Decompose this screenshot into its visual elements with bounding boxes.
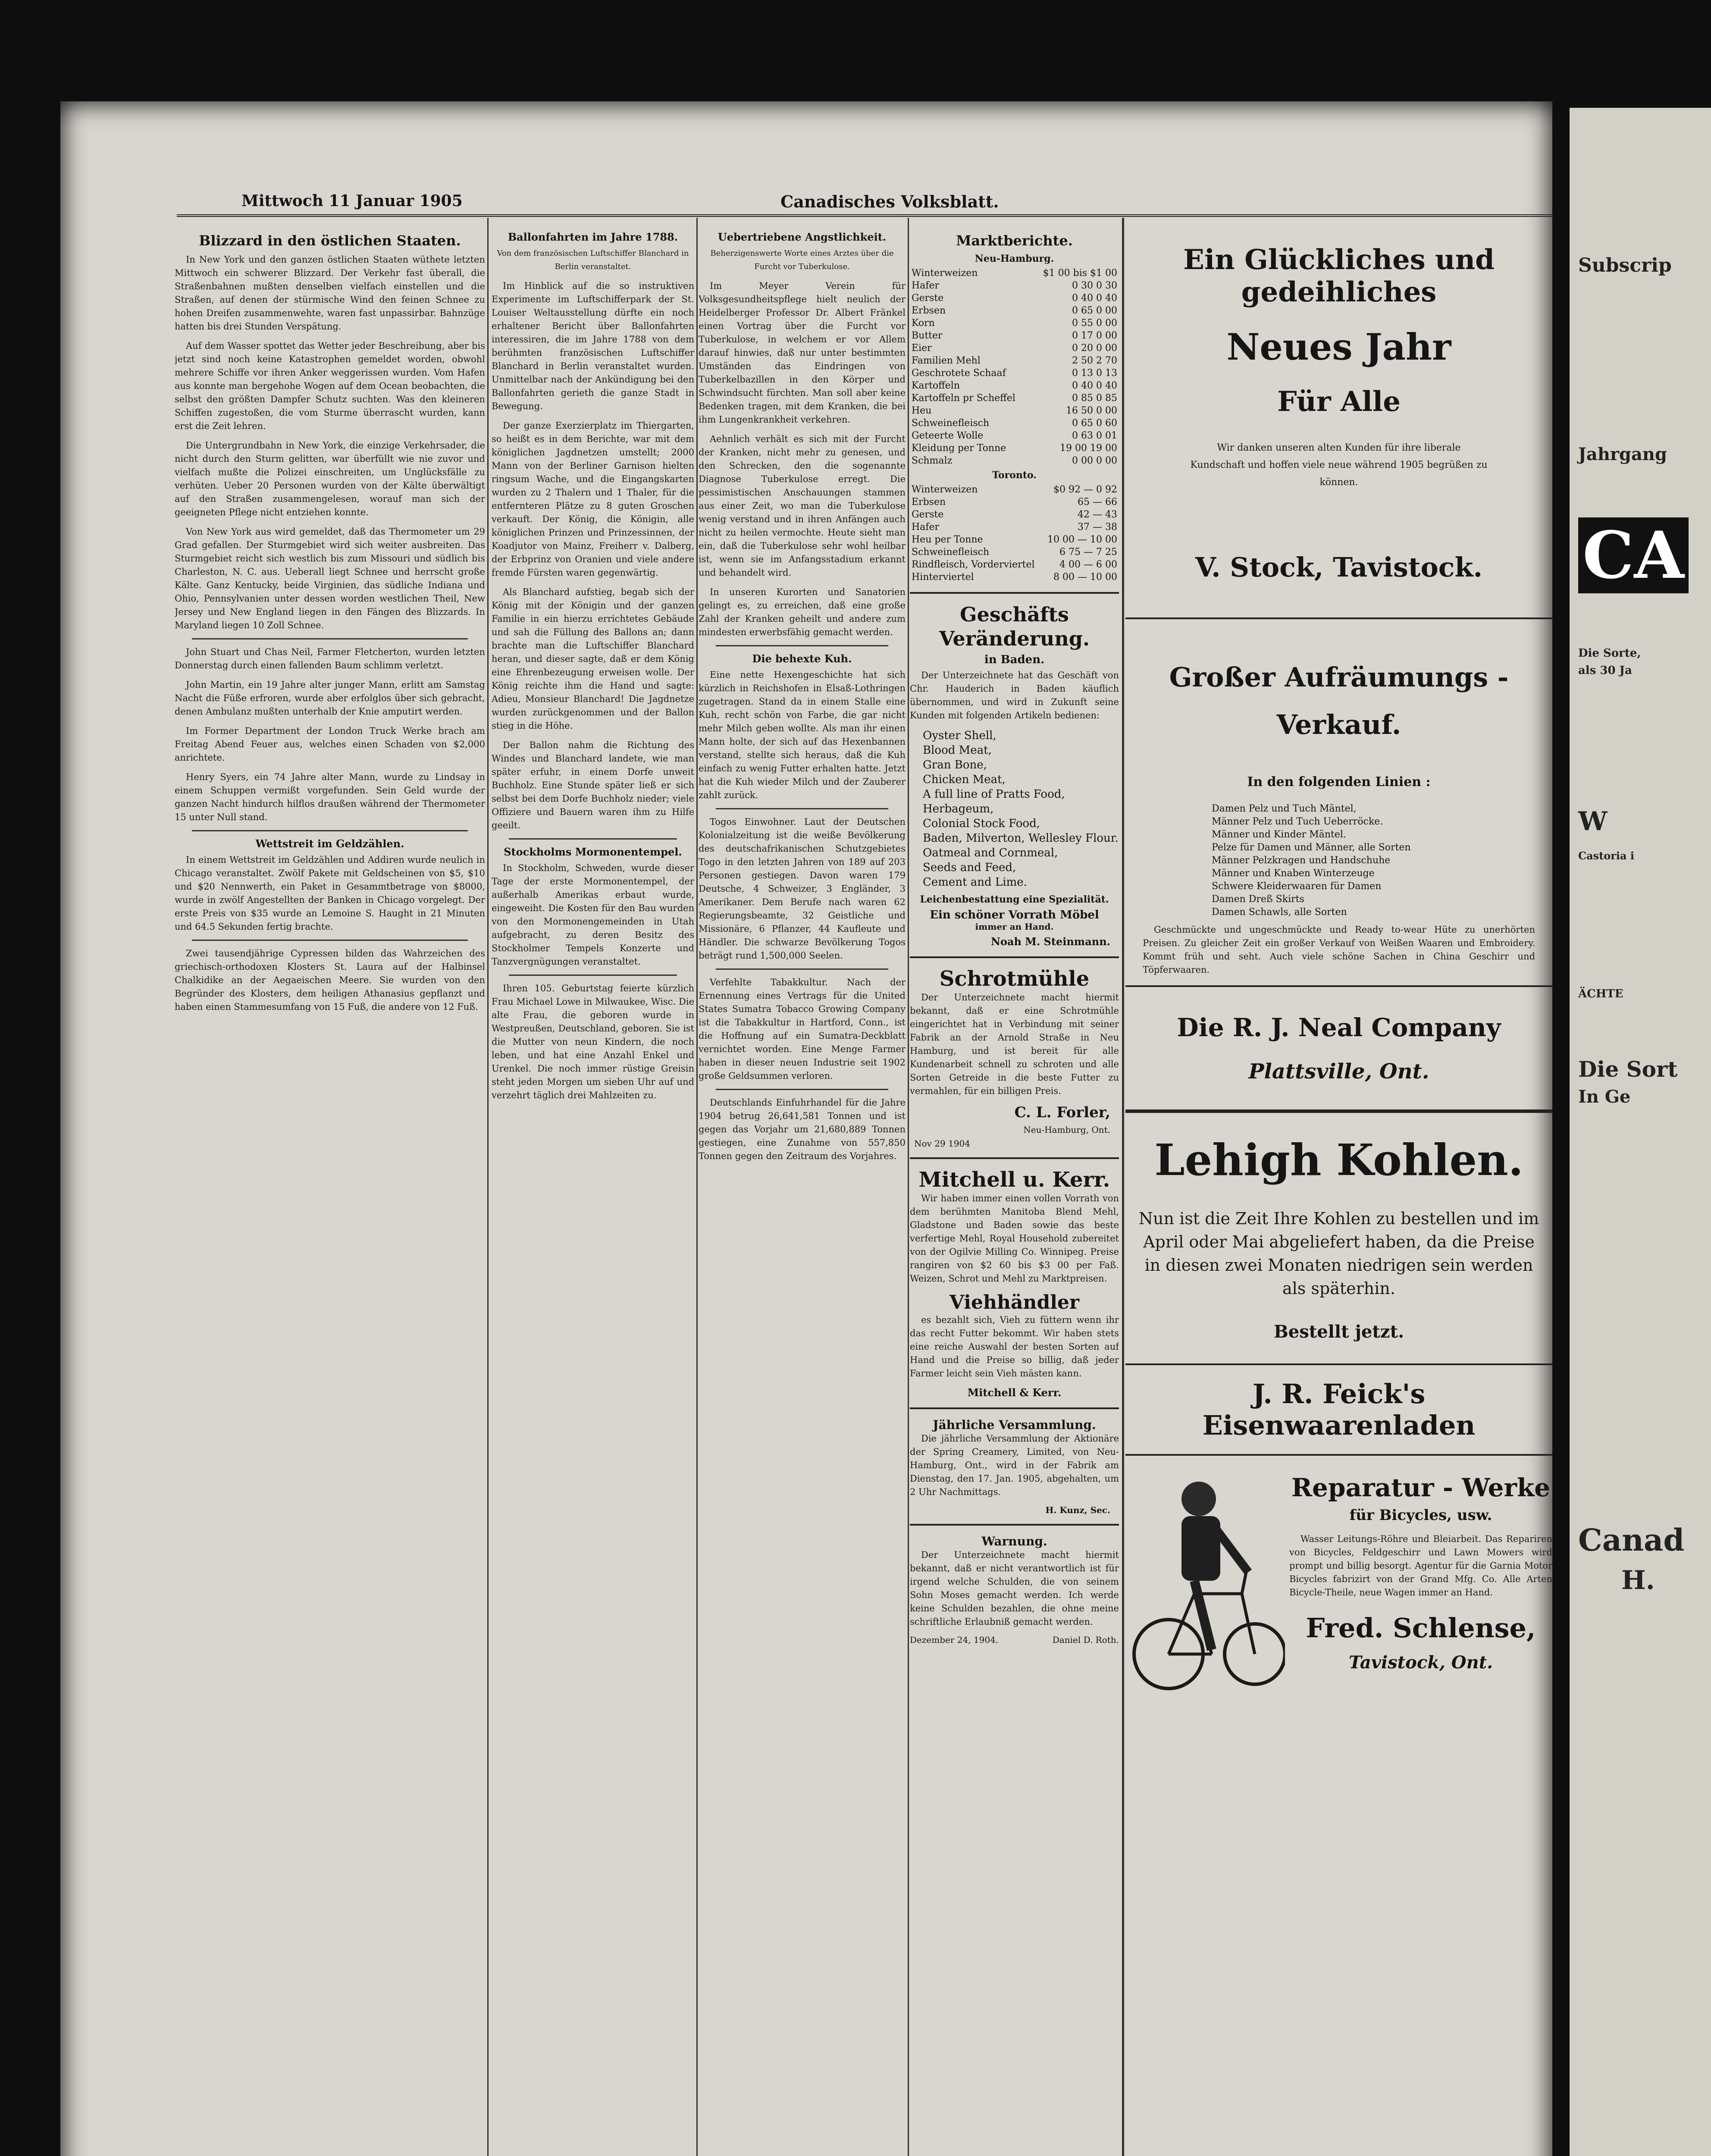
article-paragraph: Im Meyer Verein für Volksgesundheitspflege hielt neulich der Heidelberger Professor Dr. Albert Fränkel einen Vortrag über die Furcht vor Tuberkulose, in welchem er vor Allem darauf hinwies, daß nur unter bestimmten Umständen das Eindringen von Tuberkelbazillen in den Körper und Schwindsucht fürchten. Man soll aber keine Bedenken tragen, mit dem Kranken, die bei ihm Lungenkrankheit verkehren. (699, 281, 906, 425)
sale-title: Großer Aufräumungs - Verkauf. (1169, 661, 1509, 740)
price-row (910, 354, 1119, 367)
price-row (910, 404, 1119, 417)
ad-date: Dezember 24, 1904. (910, 1635, 999, 1645)
list-item: Männer Pelzkragen und Handschuhe (1212, 855, 1391, 866)
divider (1125, 1363, 1552, 1365)
article-paragraph: Verfehlte Tabakkultur. Nach der Ernennung eines Vertrags für die United States Sumatra Tobacco Growing Company ist die Tabakkultur in Hartford, Conn., ist die Hoffnung auf ein Sumatra-Deckblatt vernichtet worden. Eine Menge Farmer haben in dieser neuen Industrie seit 1902 große Geldsummen verloren. (699, 977, 906, 1081)
article-paragraph: Der ganze Exerzierplatz im Thiergarten, so heißt es in dem Berichte, war mit dem königlichen Jagdnetzen umstellt; 2000 Mann von der Berliner Garnison hielten ringsum Wache, und die Eingangskarten wurden zu 2 Thalern und 1 Thaler, für die entfernteren Plätze zu 8 guten Groschen verkauft. Der König, die Königin, alle königlichen Prinzen und Prinzessinnen, der Koadjutor von Mainz, Freiherr v. Dalberg, der Erbprinz von Oranien und viele andere fremde Fürsten waren gegenwärtig. (492, 420, 694, 578)
repair-subtitle: für Bicycles, usw. (1349, 1507, 1492, 1524)
list-item: Herbageum, (923, 802, 994, 815)
news-item: John Stuart und Chas Neil, Farmer Fletcherton, wurden letzten Donnerstag durch einen fallenden Baum schlimm verletzt. (175, 647, 485, 671)
divider (1125, 617, 1552, 619)
price-value: 4 00 — 6 00 (1059, 559, 1117, 570)
price-value: 0 65 0 00 (1072, 305, 1117, 316)
price-row (910, 442, 1119, 454)
price-item: Kleidung per Tonne (912, 443, 1006, 454)
ad-title: Viehhändler (949, 1291, 1080, 1313)
divider (509, 838, 677, 840)
list-item: Pelze für Damen und Männer, alle Sorten (1212, 842, 1411, 853)
list-item: Seeds and Feed, (923, 861, 1016, 874)
price-item: Hinterviertel (912, 572, 974, 583)
ad-text: Die jährliche Versammlung der Aktionäre der Spring Creamery, Limited, von Neu-Hamburg, Ont., wird in der Fabrik am Dienstag, den 17. Jan. 1905, abgehalten, um 2 Uhr Nachmittags. (910, 1433, 1119, 1497)
repair-signature: Fred. Schlense, (1306, 1612, 1536, 1644)
price-value: 19 00 19 00 (1060, 443, 1117, 454)
article-paragraph: In Stockholm, Schweden, wurde dieser Tage der erste Mormonentempel, der außerhalb Amerikas erbaut wurde, eingeweiht. Die Kosten für den Bau wurden von den Mormonengemeinden in Utah aufgebracht, zu deren Besitz des Stockholmer Tempels Konzerte und Tanzvergnügungen veranstaltet. (492, 863, 694, 967)
price-value: 0 00 0 00 (1072, 455, 1117, 466)
list-item: A full line of Pratts Food, (923, 788, 1065, 801)
column-1 (175, 226, 485, 2156)
price-value: 0 40 0 40 (1072, 293, 1117, 304)
ad-signature: Noah M. Steinmann. (990, 935, 1110, 948)
ad-signature: C. L. Forler, (1014, 1104, 1110, 1121)
price-row (910, 546, 1119, 558)
column-3 (699, 226, 906, 2156)
article-title: Wettstreit im Geldzählen. (255, 837, 404, 850)
bicycle-ad-text (1289, 1464, 1552, 1706)
list-item: Männer und Kinder Mäntel. (1212, 829, 1346, 840)
price-table-toronto (910, 483, 1119, 583)
price-value: 42 — 43 (1078, 509, 1117, 520)
list-item: Damen Dreß Skirts (1212, 894, 1304, 905)
divider (1125, 985, 1552, 987)
article-paragraph: Deutschlands Einfuhrhandel für die Jahre 1904 betrug 26,641,581 Tonnen und ist gegen das Vorjahr um 21,680,889 Tonnen gestiegen, eine Zunahme von 557,850 Tonnen gegen den Zeitraum des Vorjahres. (699, 1097, 906, 1161)
column-divider (1122, 218, 1124, 2156)
price-value: 65 — 66 (1078, 497, 1117, 508)
new-year-line1: Ein Glückliches und gedeihliches (1183, 244, 1495, 308)
ad-item-list (923, 728, 1119, 890)
price-value: 0 55 0 00 (1072, 318, 1117, 329)
company-place: Plattsville, Ont. (1248, 1059, 1429, 1084)
column-divider (696, 218, 698, 2156)
price-value: 2 50 2 70 (1072, 355, 1117, 366)
ad-title: Jährliche Versammlung. (933, 1418, 1096, 1432)
news-item: Im Former Department der London Truck Werke brach am Freitag Abend Feuer aus, welches einen Schaden von $2,000 anrichtete. (175, 726, 485, 763)
sale-text: Geschmückte und ungeschmückte und Ready to-wear Hüte zu unerhörten Preisen. Zu gleicher Zeit ein großer Verkauf von Weißen Waaren und Embroidery. Kommt früh und seht. Auch viele schöne Sachen in China Geschirr und Töpferwaaren. (1143, 924, 1535, 975)
column-4 (910, 226, 1119, 2156)
header-rule (177, 214, 1552, 217)
column-2 (492, 226, 694, 2156)
article-subtitle: Von dem französischen Luftschiffer Blanchard in Berlin veranstaltet. (497, 249, 689, 271)
market-label-neuhamburg: Neu-Hamburg. (975, 253, 1054, 264)
list-item: Gran Bone, (923, 758, 987, 771)
price-value: 0 63 0 01 (1072, 430, 1117, 441)
list-item: Männer und Knaben Winterzeuge (1212, 868, 1375, 879)
divider (910, 1157, 1119, 1159)
price-row (910, 342, 1119, 354)
company-name: Die R. J. Neal Company (1177, 1013, 1501, 1042)
price-row (910, 392, 1119, 404)
list-item: Colonial Stock Food, (923, 817, 1040, 830)
article-paragraph: Im Hinblick auf die so instruktiven Experimente im Luftschifferpark der St. Louiser Weltausstellung dürfte ein noch erhaltener Bericht über Ballonfahrten interessiren, die im Jahre 1788 von dem berühmten französischen Luftschiffer Blanchard in Berlin veranstaltet wurden. Unmittelbar nach der Ankündigung bei den Ballonfahrten gerieth die ganze Stadt in Bewegung. (492, 281, 694, 411)
ad-signature: H. Kunz, Sec. (1045, 1505, 1110, 1515)
divider (910, 592, 1119, 594)
article-paragraph: In New York und den ganzen östlichen Staaten wüthete letzten Mittwoch ein schwerer Blizzard. Der Verkehr fast überall, die Straßenbahnen mußten denselben vielfach einstellen und die Straßen, auf denen der stürmische Wind den feinen Schnee zu hohen Dreifen zusammenwehte, waren fast unpassirbar. Bahnzüge hatten bis drei Stunden Verspätung. (175, 254, 485, 332)
frag-text: als 30 Ja (1578, 664, 1632, 677)
repair-place: Tavistock, Ont. (1348, 1652, 1493, 1673)
price-item: Erbsen (912, 497, 946, 508)
price-row (910, 483, 1119, 496)
price-row (910, 454, 1119, 467)
price-row (910, 267, 1119, 279)
article-title: Stockholms Mormonentempel. (504, 846, 682, 858)
price-value: 37 — 38 (1078, 522, 1117, 533)
market-label-toronto: Toronto. (992, 470, 1037, 481)
divider (910, 956, 1119, 958)
divider (910, 1407, 1119, 1409)
price-row (910, 533, 1119, 546)
divider (192, 638, 468, 639)
article-paragraph: In einem Wettstreit im Geldzählen und Addiren wurde neulich in Chicago veranstaltet. Zwölf Pakete mit Geldscheinen von $5, $10 und $20 Nennwerth, ein Paket in Gesammtbetrage von $8000, wurde in zwölf Angestellten der Banken in Chicago vorgelegt. Der erste Preis von $35 wurde an Lemoine S. Haught in 21 Minuten und 64.5 Sekunden fertig brachte. (175, 855, 485, 932)
cyclist-illustration (1125, 1464, 1289, 1706)
list-item: Damen Pelz und Tuch Mäntel, (1212, 803, 1357, 814)
ad-special: Leichenbestattung eine Spezialität. (920, 894, 1109, 905)
price-row (910, 496, 1119, 508)
price-item: Kartoffeln (912, 380, 960, 391)
bicycle-icon (1130, 1464, 1285, 1706)
ad-text: Der Unterzeichnete hat das Geschäft von Chr. Hauderich in Baden käuflich übernommen, und wird in Zukunft seine Kunden mit folgenden Artikeln bedienen: (910, 670, 1119, 721)
price-value: 0 13 0 13 (1072, 368, 1117, 379)
ad-place: Neu-Hamburg, Ont. (1023, 1125, 1110, 1135)
price-item: Gerste (912, 293, 944, 304)
price-item: Geschrotete Schaaf (912, 368, 1006, 379)
price-value: 6 75 — 7 25 (1059, 547, 1117, 558)
price-row (910, 317, 1119, 329)
list-item: Oatmeal and Cornmeal, (923, 846, 1058, 859)
price-item: Familien Mehl (912, 355, 981, 366)
repair-title: Reparatur - Werke (1291, 1473, 1551, 1502)
frag-text: CA (1578, 517, 1689, 593)
price-item: Eier (912, 343, 932, 354)
ad-text: Der Unterzeichnete macht hiermit bekannt, daß er nicht verantwortlich ist für irgend welche Schulden, die von seinem Sohn Moses gemacht werden. Ich werde keine Schulden bezahlen, die ohne meine schriftliche Erlaubniß gemacht werden. (910, 1550, 1119, 1627)
price-value: 8 00 — 10 00 (1053, 572, 1117, 583)
price-item: Hafer (912, 522, 939, 533)
article-title: Uebertriebene Angstlichkeit. (718, 231, 887, 243)
column-divider (908, 218, 909, 2156)
price-row (910, 558, 1119, 571)
article-paragraph: Von New York aus wird gemeldet, daß das Thermometer um 29 Grad gefallen. Der Sturmgebiet wird sich weiter ausbreiten. Das Sturmgebiet reicht sich westlich bis zum Missouri und südlich bis Charleston, N. C. aus. Ueberall liegt Schnee und herrscht große Kälte. Ganz Kentucky, beide Virginien, das südliche Indiana und Ohio, Pennsylvanien unter dessen worden westlichen Theil, New Jersey und New England liegen in den Fängen des Blizzards. In Maryland liegen 10 Zoll Schnee. (175, 526, 485, 630)
price-row (910, 571, 1119, 583)
new-year-signature: V. Stock, Tavistock. (1195, 552, 1483, 583)
new-year-line2: Neues Jahr (1226, 326, 1451, 368)
ad-signature: Daniel D. Roth. (1052, 1635, 1119, 1645)
ad-title: Geschäfts Veränderung. (939, 603, 1090, 650)
ad-furniture-sub: immer an Hand. (975, 921, 1054, 932)
price-value: 0 20 0 00 (1072, 343, 1117, 354)
frag-text: Castoria i (1578, 849, 1635, 862)
price-row (910, 329, 1119, 342)
divider (1125, 1454, 1552, 1456)
article-paragraph: Aehnlich verhält es sich mit der Furcht der Kranken, nicht mehr zu genesen, und den Schrecken, den die sogenannte Diagnose Tuberkulose erregt. Die pessimistischen Anschauungen stammen aus einer Zeit, wo man die Tuberkulose wenig verstand und in ihren Anfängen auch nicht zu heilen vermochte. Heute sieht man ein, daß die Tuberkulose sehr wohl heilbar ist, wenn sie im Anfangsstadium erkannt und behandelt wird. (699, 434, 906, 578)
sale-subtitle: In den folgenden Linien : (1247, 774, 1431, 790)
price-value: 0 30 0 30 (1072, 280, 1117, 291)
price-item: Hafer (912, 280, 939, 291)
price-value: 0 65 0 60 (1072, 418, 1117, 429)
price-item: Gerste (912, 509, 944, 520)
frag-text: Subscrip (1578, 254, 1672, 276)
price-value: $1 00 bis $1 00 (1043, 268, 1117, 279)
price-row (910, 429, 1119, 442)
divider (716, 968, 888, 970)
market-title: Marktberichte. (956, 232, 1073, 249)
article-subtitle: Beherzigenswerte Worte eines Arztes über die Furcht vor Tuberkulose. (710, 249, 894, 271)
price-item: Erbsen (912, 305, 946, 316)
article-paragraph: Zwei tausendjährige Cypressen bilden das Wahrzeichen des griechisch-orthodoxen Klosters St. Laura auf der Halbinsel Chalkidike an der Aegaeischen Meere. Sie wurden von den Begründer des Klosters, dem heiligen Athanasius gepflanzt und haben einen Stammesumfang von 15 Fuß, die andere von 12 Fuß. (175, 948, 485, 1012)
divider (192, 940, 468, 941)
price-item: Schmalz (912, 455, 953, 466)
price-item: Winterweizen (912, 268, 978, 279)
page-header (60, 101, 1552, 218)
article-title: Die behexte Kuh. (752, 652, 852, 665)
column-5 (1125, 226, 1552, 2156)
price-row (910, 304, 1119, 317)
price-item: Winterweizen (912, 484, 978, 495)
list-item: Cement and Lime. (923, 876, 1027, 889)
ad-title: Warnung. (981, 1534, 1047, 1548)
coal-action: Bestellt jetzt. (1273, 1322, 1404, 1342)
frag-text: In Ge (1578, 1087, 1631, 1107)
article-paragraph: Auf dem Wasser spottet das Wetter jeder Beschreibung, aber bis jetzt sind noch keine Katastrophen gemeldet worden, obwohl mehrere Schiffe vor ihren Anker weggerissen wurden. Vom Hafen aus konnte man bergehohe Wogen auf dem Ocean beobachten, die selbst den größten Dampfer Schutz suchten. Was den kleineren Schiffen zugestoßen, die vom Sturme überrascht wurden, kann erst die Zeit lehren. (175, 341, 485, 431)
ad-text: Wir haben immer einen vollen Vorrath von dem berühmten Manitoba Blend Mehl, Gladstone und Baden sowie das beste verfertige Mehl, Royal Household zubereitet von der Ogilvie Milling Co. Winnipeg. Preise rangiren von $2 60 bis $3 00 per Faß. Weizen, Schrot und Mehl zu Marktpreisen. (910, 1193, 1119, 1284)
list-item: Schwere Kleiderwaaren für Damen (1212, 881, 1382, 892)
article-title: Ballonfahrten im Jahre 1788. (508, 231, 678, 243)
article-paragraph: Togos Einwohner. Laut der Deutschen Kolonialzeitung ist die weiße Bevölkerung des deutschafrikanischen Schutzgebietes Togo in den letzten Jahren von 189 auf 203 Personen gestiegen. Davon waren 179 Deutsche, 4 Schweizer, 3 Engländer, 3 Amerikaner. Dem Berufe nach waren 62 Regierungsbeamte, 32 Geistliche und Missionäre, 6 Pflanzer, 44 Kaufleute und Händler. Die schwarze Bevölkerung Togos beträgt rund 1,500,000 Seelen. (699, 817, 906, 961)
price-row (910, 367, 1119, 379)
list-item: Chicken Meat, (923, 773, 1006, 786)
frag-text: Die Sort (1578, 1056, 1678, 1082)
ad-title: Schrotmühle (939, 967, 1090, 991)
newspaper-page (60, 101, 1552, 2156)
frag-text: Canad (1578, 1522, 1685, 1558)
price-item: Geteerte Wolle (912, 430, 984, 441)
price-item: Rindfleisch, Vorderviertel (912, 559, 1035, 570)
issue-date: Mittwoch 11 Januar 1905 (241, 192, 463, 210)
ad-text: es bezahlt sich, Vieh zu füttern wenn ihr das recht Futter bekommt. Wir haben stets eine reiche Auswahl der besten Sorten auf Hand und die Preise so billig, daß jeder Farmer leicht sein Vieh mästen kann. (910, 1315, 1119, 1379)
ad-date: Nov 29 1904 (914, 1138, 970, 1149)
coal-title: Lehigh Kohlen. (1154, 1134, 1523, 1185)
price-row (910, 508, 1119, 521)
article-paragraph: Der Ballon nahm die Richtung des Windes und Blanchard landete, wie man später erfuhr, in einem Dorfe unweit Buchholz. Eine Stunde später ließ er sich selbst bei dem Dorfe Buchholz nieder; viele Offiziere und Bauern waren ihm zu Hilfe geeilt. (492, 740, 694, 830)
ad-text: Der Unterzeichnete macht hiermit bekannt, daß er eine Schrotmühle eingerichtet hat in Verbindung mit seiner Fabrik an der Arnold Straße in Neu Hamburg, und ist bereit für alle Kundenarbeit schnell zu schroten und alle Sorten Getreide in die beste Futter zu vermahlen, für ein billigen Preis. (910, 992, 1119, 1096)
frag-text: H. (1621, 1565, 1655, 1595)
sale-item-list (1212, 802, 1552, 919)
price-item: Schweinefleisch (912, 418, 990, 429)
ad-furniture: Ein schöner Vorrath Möbel (930, 909, 1099, 921)
price-value: 0 17 0 00 (1072, 330, 1117, 341)
ad-footer (910, 1635, 1119, 1645)
price-value: 10 00 — 10 00 (1047, 534, 1117, 545)
frag-text: Jahrgang (1578, 444, 1667, 464)
ad-subtitle: in Baden. (984, 653, 1045, 666)
list-item: Oyster Shell, (923, 729, 997, 742)
news-item: Henry Syers, ein 74 Jahre alter Mann, wurde zu Lindsay in einem Schuppen vermißt vorgefunden. Sein Geld wurde der ganzen Nacht hindurch hilflos draußen während der Thermometer 15 unter Null stand. (175, 772, 485, 822)
list-item: Damen Schawls, alle Sorten (1212, 907, 1347, 918)
coal-text: Nun ist die Zeit Ihre Kohlen zu bestellen und im April oder Mai abgeliefert haben, da die Preise in diesen zwei Monaten niedrigen sein werden als späterhin. (1138, 1209, 1539, 1298)
list-item: Blood Meat, (923, 744, 992, 757)
frag-text: W (1578, 806, 1608, 837)
adjacent-page-fragment (1570, 108, 1711, 2156)
price-row (910, 292, 1119, 304)
ad-signature: Mitchell & Kerr. (967, 1386, 1062, 1399)
hardware-store-name: J. R. Feick's Eisenwaarenladen (1202, 1378, 1476, 1441)
price-item: Korn (912, 318, 935, 329)
divider (716, 1089, 888, 1090)
article-paragraph: Ihren 105. Geburtstag feierte kürzlich Frau Michael Lowe in Milwaukee, Wisc. Die alte Frau, die geboren wurde in Westpreußen, Deutschland, geboren. Sie ist die Mutter von neun Kindern, die noch leben, und hat eine Anzahl Enkel und Urenkel. Die noch immer rüstige Greisin steht jeden Morgen um sieben Uhr auf und verzehrt täglich drei Mahlzeiten zu. (492, 983, 694, 1100)
divider (1125, 1109, 1552, 1113)
article-paragraph: In unseren Kurorten und Sanatorien gelingt es, zu erreichen, daß eine große Zahl der Kranken geheilt und andere zum mindesten erwerbsfähig gemacht werden. (699, 587, 906, 637)
article-paragraph: Als Blanchard aufstieg, begab sich der König mit der Königin und der ganzen Familie in ein hierzu errichtetes Gebäude und sah die Füllung des Ballons an; dann brachte man die Luftschiffer Blanchard heran, und dieser sagte, daß er dem König eine Ehrenbezeugung erweisen wolle. Der König reichte ihm die Hand und sagte: Adieu, Monsieur Blanchard! Die Jagdnetze wurden zurückgenommen und der Ballon stieg in die Höhe. (492, 587, 694, 731)
news-item: John Martin, ein 19 Jahre alter junger Mann, erlitt am Samstag Nacht die Füße erfroren, wurde aber erfolglos über sich gebracht, denen Ambulanz mußten unterhalb der Knie amputirt werden. (175, 680, 485, 717)
price-item: Kartoffeln pr Scheffel (912, 393, 1015, 404)
price-item: Heu per Tonne (912, 534, 983, 545)
price-row (910, 279, 1119, 292)
price-item: Butter (912, 330, 943, 341)
article-paragraph: Eine nette Hexengeschichte hat sich kürzlich in Reichshofen in Elsaß-Lothringen zugetragen. Stand da in einem Stalle eine Kuh, recht schön von Farbe, die gar nicht mehr Milch geben wollte. Als man ihr einen Mann holte, der sich auf das Hexenbannen verstand, stellte sich heraus, daß die Kuh einfach zu wenig Futter erhalten hatte. Jetzt hat die Kuh wieder Milch und der Zauberer zahlt zurück. (699, 670, 906, 800)
price-row (910, 417, 1119, 429)
divider (716, 808, 888, 809)
frag-text: ÄCHTE (1578, 987, 1623, 1000)
divider (910, 1524, 1119, 1526)
column-divider (487, 218, 489, 2156)
price-row (910, 521, 1119, 533)
price-item: Heu (912, 405, 932, 416)
frag-text: Die Sorte, (1578, 647, 1641, 660)
new-year-text: Wir danken unseren alten Kunden für ihre liberale Kundschaft und hoffen viele neue während 1905 begrüßen zu können. (1190, 442, 1488, 488)
new-year-line3: Für Alle (1277, 385, 1401, 418)
list-item: Männer Pelz und Tuch Ueberröcke. (1212, 816, 1383, 827)
price-item: Schweinefleisch (912, 547, 990, 558)
divider (716, 645, 888, 646)
bicycle-ad (1125, 1464, 1552, 1706)
price-value: $0 92 — 0 92 (1053, 484, 1117, 495)
article-paragraph: Die Untergrundbahn in New York, die einzige Verkehrsader, die nicht durch den Sturm gelitten, war überfüllt wie nie zuvor und vielfach mußte die Polizei einschreiten, um Unglücksfälle zu verhüten. Ueber 20 Personen wurden von der Kälte überwältigt auf den Straßen zusammengelesen, worauf man sich der geeigneten Pflege nicht entziehen konnte. (175, 440, 485, 517)
price-table-neuhamburg (910, 267, 1119, 467)
divider (509, 975, 677, 976)
newspaper-title: Canadisches Volksblatt. (780, 192, 999, 211)
repair-text: Wasser Leitungs-Röhre und Bleiarbeit. Das Repariren von Bicycles, Feldgeschirr und Lawn Mowers wird prompt und billig besorgt. Agentur für die Garnia Motor Bicycles fabrizirt von der Grand Mfg. Co. Alle Arten Bicycle-Theile, neue Wagen immer an Hand. (1289, 1534, 1552, 1598)
price-value: 16 50 0 00 (1066, 405, 1117, 416)
ad-title: Mitchell u. Kerr. (918, 1168, 1110, 1192)
price-value: 0 85 0 85 (1072, 393, 1117, 404)
divider (192, 830, 468, 831)
price-row (910, 379, 1119, 392)
list-item: Baden, Milverton, Wellesley Flour. (923, 832, 1119, 845)
price-value: 0 40 0 40 (1072, 380, 1117, 391)
article-title: Blizzard in den östlichen Staaten. (199, 232, 461, 249)
